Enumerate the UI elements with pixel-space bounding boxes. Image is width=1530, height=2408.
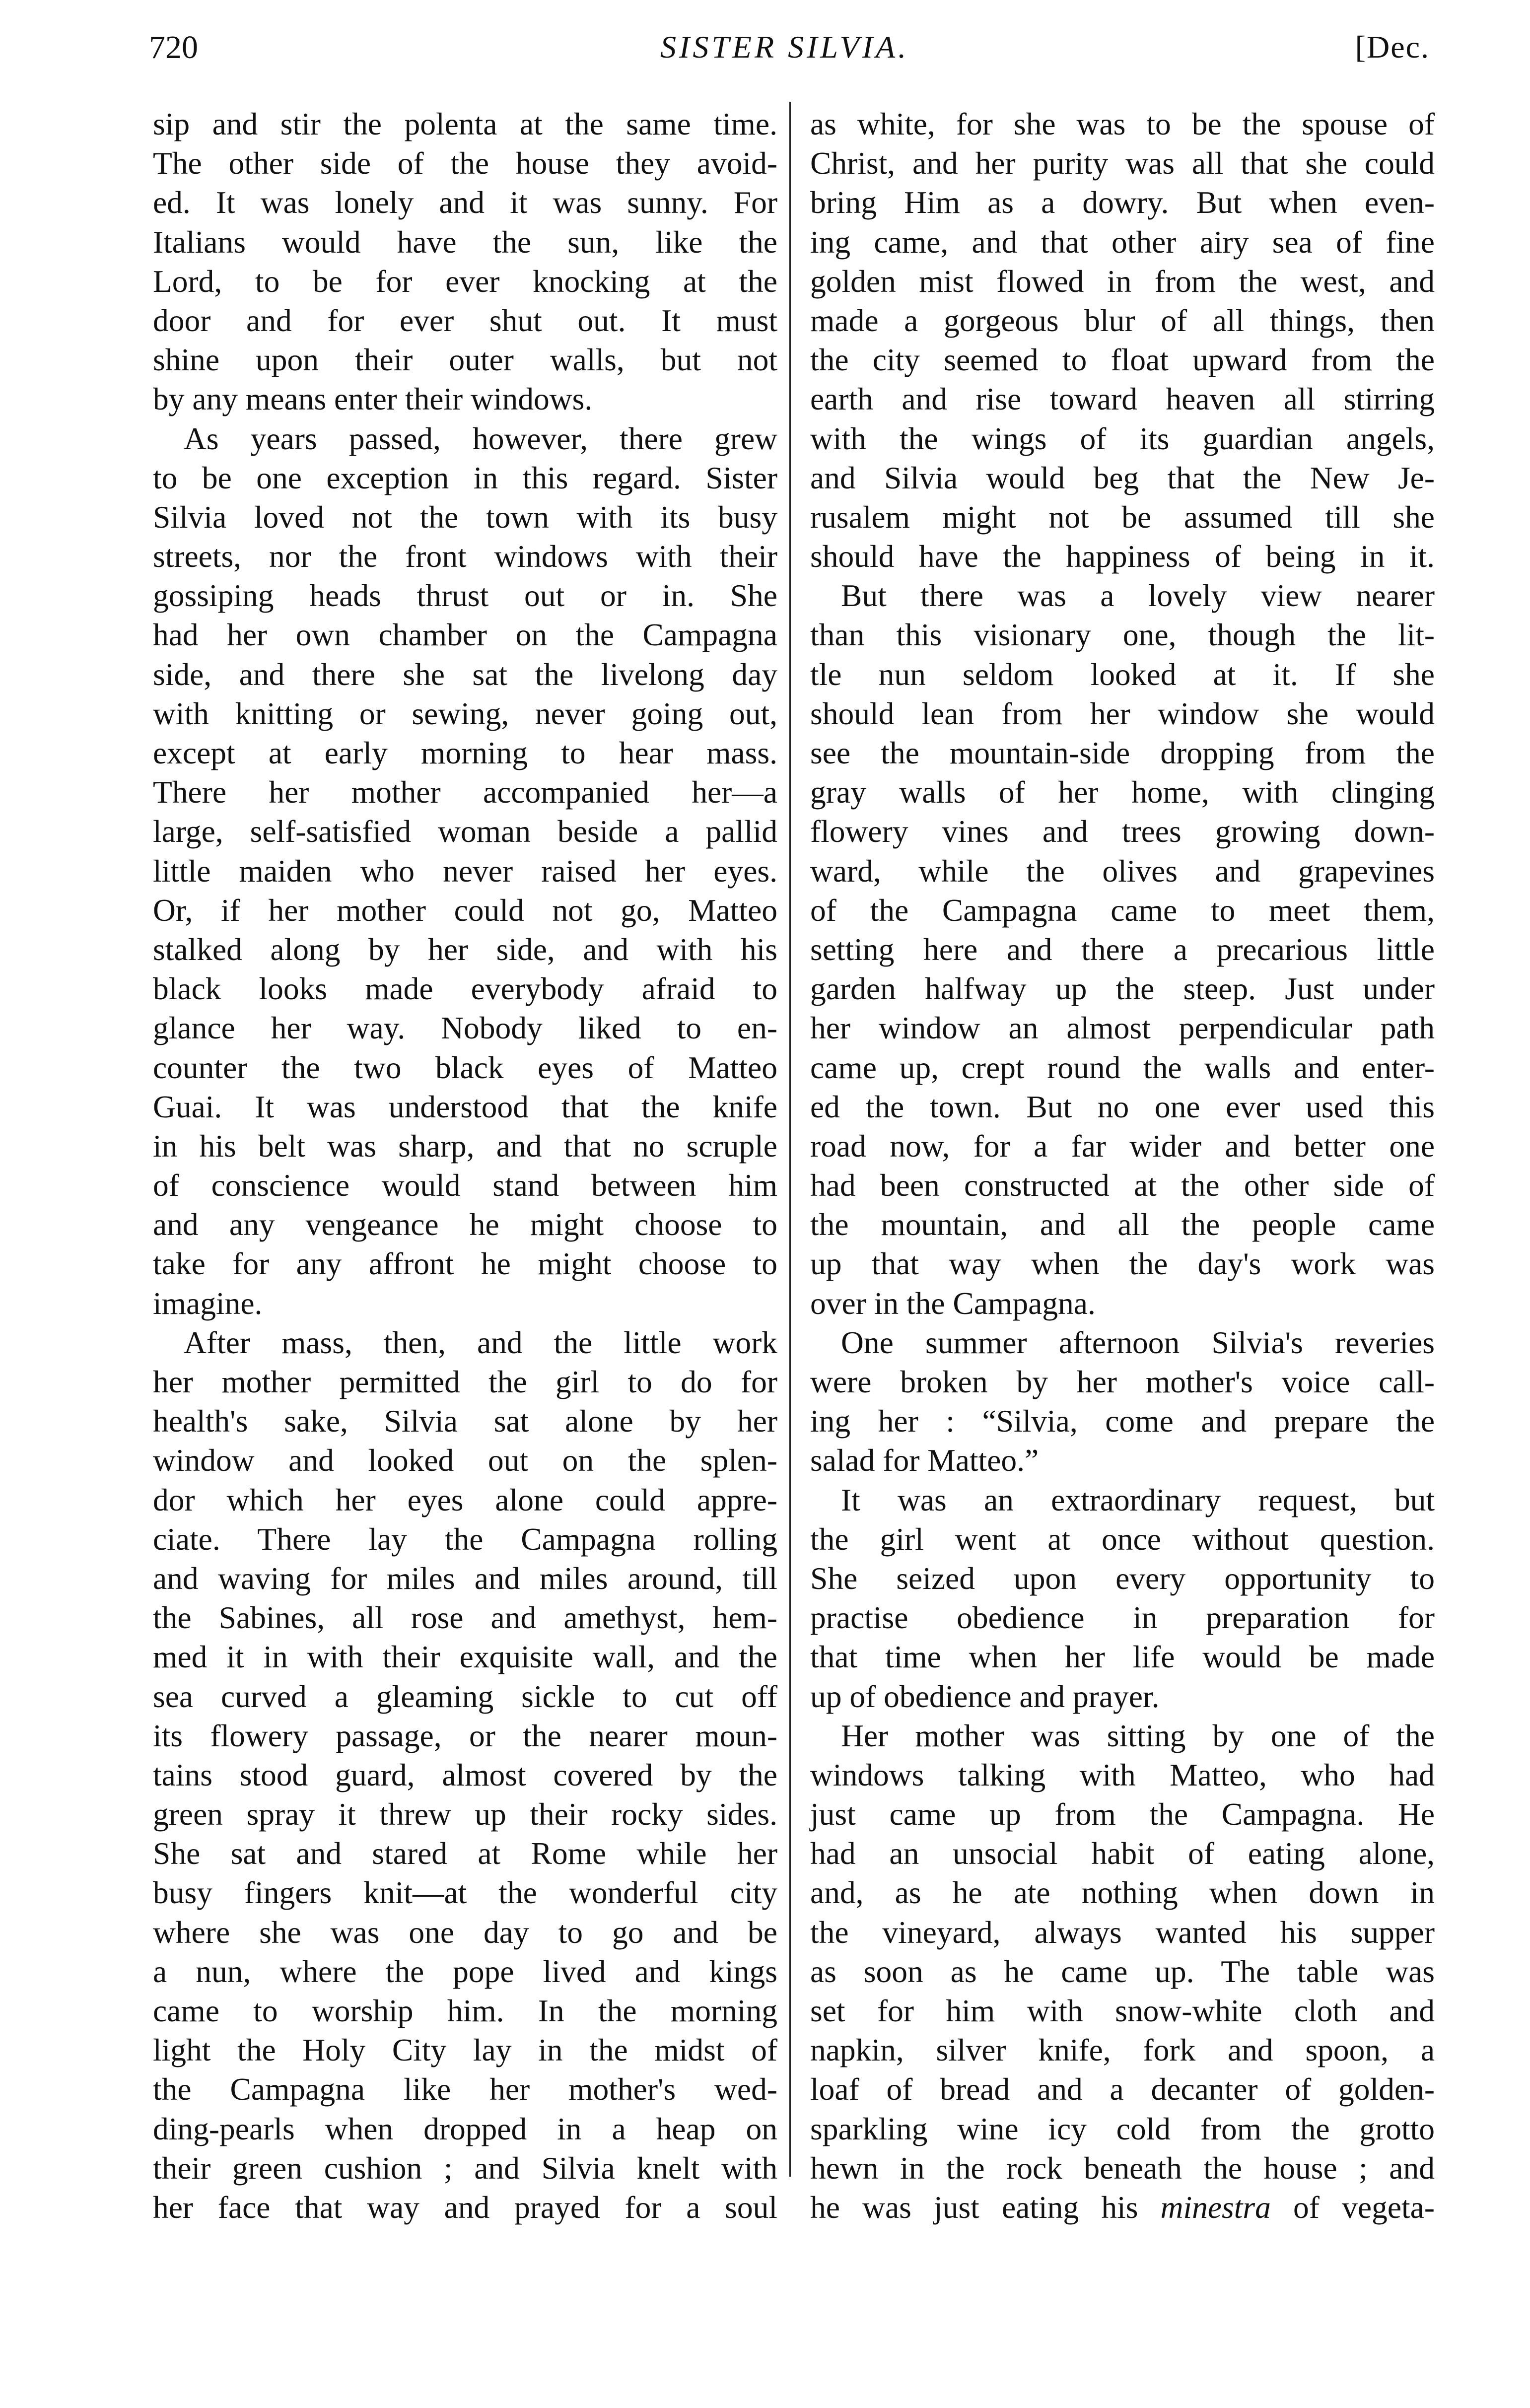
text-line: road now, for a far wider and better one <box>810 1128 1435 1164</box>
text-line: practise obedience in preparation for <box>810 1600 1435 1636</box>
text-line: busy fingers knit—at the wonderful city <box>153 1875 777 1911</box>
text-line: The other side of the house they avoid- <box>153 145 777 181</box>
text-line: But there was a lovely view nearer <box>841 578 1435 614</box>
text-line: came to worship him. In the morning <box>153 1993 777 2028</box>
text-line: hewn in the rock beneath the house ; and <box>810 2150 1435 2186</box>
running-title: SISTER SILVIA. <box>660 29 909 65</box>
text-line: light the Holy City lay in the midst of <box>153 2032 777 2068</box>
text-line: green spray it threw up their rocky sides. <box>153 1796 777 1832</box>
text-line: setting here and there a precarious little <box>810 931 1435 967</box>
text-line: tle nun seldom looked at it. If she <box>810 656 1435 692</box>
text-line: see the mountain-side dropping from the <box>810 735 1435 770</box>
text-line: black looks made everybody afraid to <box>153 971 777 1007</box>
text-line: side, and there she sat the livelong day <box>153 656 777 692</box>
text-line: There her mother accompanied her—a <box>153 774 777 810</box>
text-line: where she was one day to go and be <box>153 1914 777 1950</box>
issue-month: [Dec. <box>1355 29 1430 65</box>
text-line: garden halfway up the steep. Just under <box>810 971 1435 1007</box>
text-line: her window an almost perpendicular path <box>810 1010 1435 1046</box>
text-line: flowery vines and trees growing down- <box>810 814 1435 849</box>
text-line: her mother permitted the girl to do for <box>153 1364 777 1399</box>
text-line: up of obedience and prayer. <box>810 1678 1160 1714</box>
text-line: with the wings of its guardian angels, <box>810 420 1435 456</box>
text-line: Christ, and her purity was all that she could <box>810 145 1435 181</box>
text-line: loaf of bread and a decanter of golden- <box>810 2071 1435 2107</box>
text-line: It was an extraordinary request, but <box>841 1482 1435 1517</box>
text-line: a nun, where the pope lived and kings <box>153 1953 777 1989</box>
text-line: health's sake, Silvia sat alone by her <box>153 1403 777 1439</box>
column-divider <box>789 102 791 2177</box>
text-line: by any means enter their windows. <box>153 381 593 417</box>
text-line: ding-pearls when dropped in a heap on <box>153 2111 777 2146</box>
text-line: came up, crept round the walls and enter- <box>810 1049 1435 1085</box>
text-line: had her own chamber on the Campagna <box>153 617 777 653</box>
text-line: shine upon their outer walls, but not <box>153 342 777 378</box>
text-line: the Campagna like her mother's wed- <box>153 2071 777 2107</box>
text-line: that time when her life would be made <box>810 1639 1435 1675</box>
text-line: ed the town. But no one ever used this <box>810 1089 1435 1124</box>
text-line: than this visionary one, though the lit- <box>810 617 1435 653</box>
text-line: Her mother was sitting by one of the <box>841 1718 1435 1753</box>
text-line: Or, if her mother could not go, Matteo <box>153 892 777 928</box>
text-line: little maiden who never raised her eyes. <box>153 853 777 889</box>
text-line: as white, for she was to be the spouse of <box>810 106 1435 141</box>
text-line: salad for Matteo.” <box>810 1443 1039 1478</box>
text-line: stalked along by her side, and with his <box>153 931 777 967</box>
text-line: golden mist flowed in from the west, and <box>810 263 1435 299</box>
text-line: the mountain, and all the people came <box>810 1207 1435 1242</box>
text-line: of conscience would stand between him <box>153 1168 777 1203</box>
text-line: imagine. <box>153 1285 263 1321</box>
text-line: as soon as he came up. The table was <box>810 1953 1435 1989</box>
page-number: 720 <box>149 29 198 66</box>
text-line: the girl went at once without question. <box>810 1521 1435 1557</box>
text-line: the city seemed to float upward from the <box>810 342 1435 378</box>
text-line: the vineyard, always wanted his supper <box>810 1914 1435 1950</box>
text-line: As years passed, however, there grew <box>184 420 777 456</box>
text-line: napkin, silver knife, fork and spoon, a <box>810 2032 1435 2068</box>
text-line: except at early morning to hear mass. <box>153 735 777 770</box>
text-line: gray walls of her home, with clinging <box>810 774 1435 810</box>
text-line: Silvia loved not the town with its busy <box>153 499 777 535</box>
text-line: were broken by her mother's voice call- <box>810 1364 1435 1399</box>
text-line: in his belt was sharp, and that no scruple <box>153 1128 777 1164</box>
text-line: ciate. There lay the Campagna rolling <box>153 1521 777 1557</box>
text-line: her face that way and prayed for a soul <box>153 2189 777 2225</box>
text-line: sparkling wine icy cold from the grotto <box>810 2111 1435 2146</box>
text-line: and Silvia would beg that the New Je- <box>810 460 1435 495</box>
text-line: gossiping heads thrust out or in. She <box>153 578 777 614</box>
text-line: and waving for miles and miles around, till <box>153 1560 777 1596</box>
text-line: door and for ever shut out. It must <box>153 302 777 338</box>
text-line: bring Him as a dowry. But when even- <box>810 185 1435 220</box>
text-line: should lean from her window she would <box>810 695 1435 731</box>
left-column <box>153 104 777 2227</box>
text-line: its flowery passage, or the nearer moun- <box>153 1718 777 1753</box>
text-line: and any vengeance he might choose to <box>153 1207 777 1242</box>
text-line: After mass, then, and the little work <box>184 1324 777 1360</box>
text-line: streets, nor the front windows with their <box>153 539 777 574</box>
text-line: with knitting or sewing, never going out, <box>153 695 777 731</box>
text-line: She seized upon every opportunity to <box>810 1560 1435 1596</box>
text-line: of the Campagna came to meet them, <box>810 892 1435 928</box>
text-line: ward, while the olives and grapevines <box>810 853 1435 889</box>
text-line: to be one exception in this regard. Sister <box>153 460 777 495</box>
text-line: counter the two black eyes of Matteo <box>153 1049 777 1085</box>
text-line: She sat and stared at Rome while her <box>153 1836 777 1871</box>
running-header <box>149 29 1430 78</box>
text-line: their green cushion ; and Silvia knelt with <box>153 2150 777 2186</box>
text-line: dor which her eyes alone could appre- <box>153 1482 777 1517</box>
text-line: the Sabines, all rose and amethyst, hem- <box>153 1600 777 1636</box>
text-line: large, self-satisfied woman beside a pallid <box>153 814 777 849</box>
text-line: Guai. It was understood that the knife <box>153 1089 777 1124</box>
text-line: rusalem might not be assumed till she <box>810 499 1435 535</box>
text-line: over in the Campagna. <box>810 1285 1096 1321</box>
text-line: window and looked out on the splen- <box>153 1443 777 1478</box>
italic-word: minestra <box>1160 2189 1271 2225</box>
text-line: just came up from the Campagna. He <box>810 1796 1435 1832</box>
text-line: should have the happiness of being in it. <box>810 539 1435 574</box>
text-line: sea curved a gleaming sickle to cut off <box>153 1678 777 1714</box>
text-line: take for any affront he might choose to <box>153 1246 777 1282</box>
text-line: and, as he ate nothing when down in <box>810 1875 1435 1911</box>
right-column <box>810 104 1435 2227</box>
text-line: windows talking with Matteo, who had <box>810 1757 1435 1792</box>
text-line: One summer afternoon Silvia's reveries <box>841 1324 1435 1360</box>
text-line: med it in with their exquisite wall, and the <box>153 1639 777 1675</box>
text-line: made a gorgeous blur of all things, then <box>810 302 1435 338</box>
text-line: sip and stir the polenta at the same time. <box>153 106 777 141</box>
text-line: up that way when the day's work was <box>810 1246 1435 1282</box>
text-line: tains stood guard, almost covered by the <box>153 1757 777 1792</box>
text-line: he was just eating his minestra of vegeta- <box>810 2189 1435 2225</box>
text-line: had an unsocial habit of eating alone, <box>810 1836 1435 1871</box>
text-line: ing came, and that other airy sea of fine <box>810 224 1435 260</box>
text-line: glance her way. Nobody liked to en- <box>153 1010 777 1046</box>
text-line: set for him with snow-white cloth and <box>810 1993 1435 2028</box>
text-line: Lord, to be for ever knocking at the <box>153 263 777 299</box>
text-line: ing her : “Silvia, come and prepare the <box>810 1403 1435 1439</box>
text-line: earth and rise toward heaven all stirring <box>810 381 1435 417</box>
text-line: had been constructed at the other side of <box>810 1168 1435 1203</box>
text-line: Italians would have the sun, like the <box>153 224 777 260</box>
text-line: ed. It was lonely and it was sunny. For <box>153 185 777 220</box>
